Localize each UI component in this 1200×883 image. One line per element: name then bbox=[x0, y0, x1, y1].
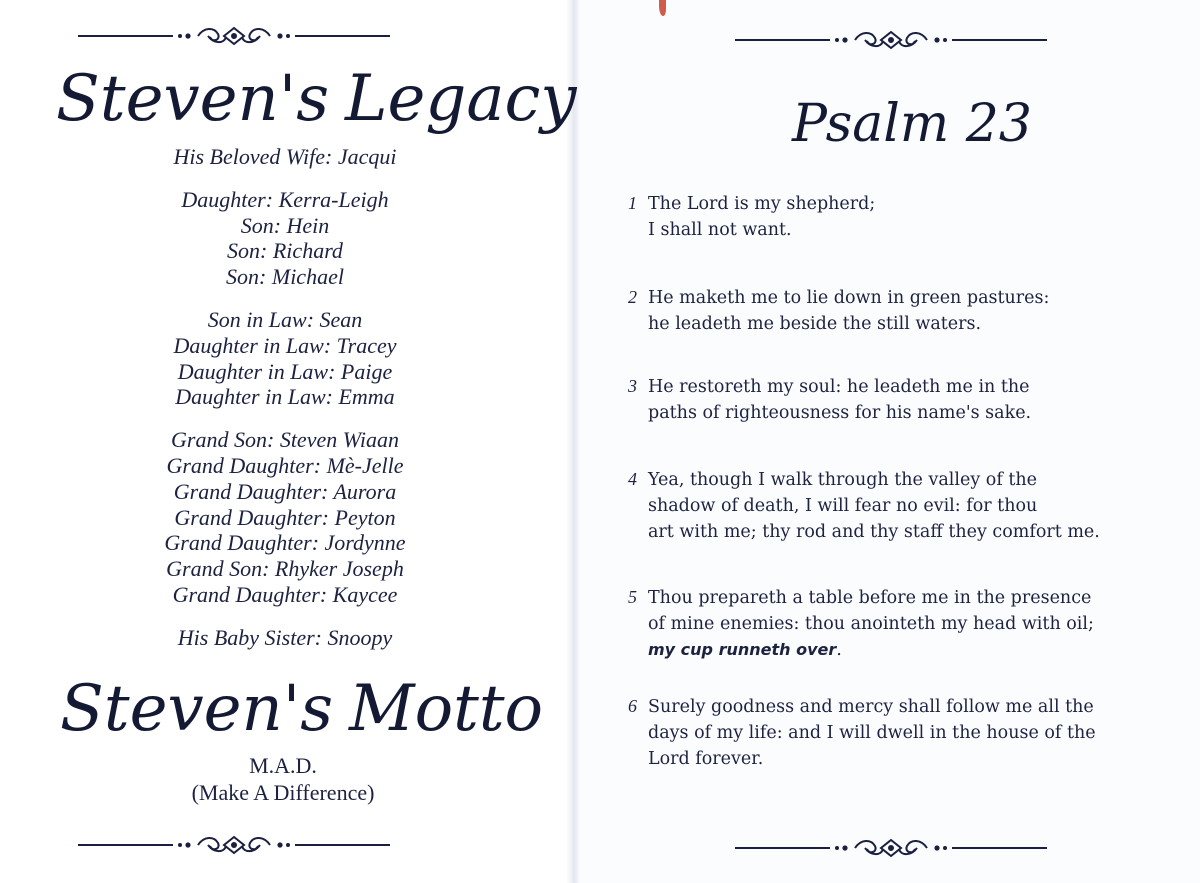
flourish-divider-icon bbox=[78, 833, 390, 857]
verse-emphasis: my cup runneth over bbox=[648, 640, 837, 659]
verse-line bbox=[628, 400, 1188, 426]
family-member: Son in Law: Sean bbox=[207, 306, 363, 332]
psalm-verse bbox=[628, 466, 1188, 545]
family-member: Grand Daughter: Kaycee bbox=[172, 581, 398, 607]
verse-number: 2 bbox=[628, 287, 637, 307]
legacy-title-first: Steven's bbox=[56, 62, 330, 136]
motto-meaning: (Make A Difference) bbox=[191, 780, 375, 805]
family-member: Grand Son: Rhyker Joseph bbox=[166, 556, 404, 582]
verse-line bbox=[628, 190, 1188, 217]
verse-text: Lord forever. bbox=[648, 749, 764, 769]
family-member: Grand Daughter: Mè-Jelle bbox=[166, 452, 404, 478]
verse-text: art with me; thy rod and thy staff they comfort me. bbox=[648, 522, 1100, 542]
verse-text: The Lord is my shepherd; bbox=[648, 194, 876, 214]
verse-line bbox=[628, 284, 1188, 311]
verse-text: Thou prepareth a table before me in the presence bbox=[648, 588, 1092, 608]
family-member: Son: Richard bbox=[227, 238, 343, 264]
motto-title bbox=[60, 672, 543, 746]
verse-line bbox=[628, 720, 1188, 746]
family-member: Grand Daughter: Jordynne bbox=[164, 530, 406, 556]
scan-mark bbox=[659, 0, 666, 16]
family-group bbox=[50, 427, 520, 608]
verse-text: He maketh me to lie down in green pastures: bbox=[648, 288, 1050, 308]
verse-text: he leadeth me beside the still waters. bbox=[648, 314, 982, 334]
flourish-divider-icon bbox=[78, 24, 390, 48]
verse-line bbox=[628, 693, 1188, 720]
verse-text: He restoreth my soul: he leadeth me in the bbox=[648, 377, 1030, 397]
psalm-verse bbox=[628, 190, 1188, 243]
motto-text bbox=[83, 752, 483, 806]
verse-number: 4 bbox=[628, 469, 637, 489]
verse-text: days of my life: and I will dwell in the house of the bbox=[648, 723, 1096, 743]
verse-text: shadow of death, I will fear no evil: for thou bbox=[648, 496, 1038, 516]
verse-emphasis-suffix: . bbox=[836, 640, 842, 660]
psalm-verse bbox=[628, 693, 1188, 772]
flourish-divider-icon bbox=[735, 28, 1047, 52]
legacy-title-second: Legacy bbox=[345, 62, 577, 136]
verse-number: 1 bbox=[628, 193, 637, 213]
legacy-title bbox=[56, 62, 577, 136]
verse-line bbox=[628, 493, 1188, 519]
verse-text: Surely goodness and mercy shall follow me all the bbox=[648, 697, 1094, 717]
family-member: Grand Daughter: Aurora bbox=[173, 478, 397, 504]
psalm-title: Psalm 23 bbox=[792, 94, 1032, 154]
verse-text: of mine enemies: thou anointeth my head with oil; bbox=[648, 614, 1094, 634]
family-member: Son: Hein bbox=[240, 212, 330, 238]
verse-text: Yea, though I walk through the valley of the bbox=[648, 470, 1038, 490]
family-group bbox=[50, 187, 520, 290]
family-member: Grand Daughter: Peyton bbox=[174, 504, 396, 530]
motto-title-second: Motto bbox=[349, 672, 544, 746]
verse-text: I shall not want. bbox=[648, 220, 792, 240]
verse-line bbox=[628, 637, 1188, 663]
family-member: His Baby Sister: Snoopy bbox=[177, 624, 393, 650]
verse-number: 3 bbox=[628, 376, 637, 396]
family-group bbox=[50, 307, 520, 410]
family-group bbox=[50, 144, 520, 170]
family-member: Son: Michael bbox=[226, 264, 344, 290]
family-member: Daughter: Kerra-Leigh bbox=[181, 186, 389, 212]
verse-number: 5 bbox=[628, 587, 637, 607]
verse-line bbox=[628, 311, 1188, 337]
family-member: Grand Son: Steven Wiaan bbox=[171, 427, 399, 453]
psalm-verse bbox=[628, 284, 1188, 337]
verse-line bbox=[628, 373, 1188, 400]
verse-line bbox=[628, 584, 1188, 611]
psalm-verse bbox=[628, 373, 1188, 426]
family-member: Daughter in Law: Paige bbox=[177, 358, 393, 384]
verse-line bbox=[628, 746, 1188, 772]
verse-line bbox=[628, 519, 1188, 545]
family-group bbox=[50, 625, 520, 651]
verse-text: paths of righteousness for his name's sake. bbox=[648, 403, 1032, 423]
family-member: Daughter in Law: Emma bbox=[175, 384, 395, 410]
motto-title-first: Steven's bbox=[60, 672, 334, 746]
verse-line bbox=[628, 611, 1188, 637]
psalm-verse bbox=[628, 584, 1188, 663]
family-member: His Beloved Wife: Jacqui bbox=[173, 144, 397, 169]
flourish-divider-icon bbox=[735, 836, 1047, 860]
family-list bbox=[50, 144, 520, 668]
verse-line bbox=[628, 466, 1188, 493]
verse-number: 6 bbox=[628, 696, 637, 716]
motto-acronym: M.A.D. bbox=[249, 753, 317, 778]
verse-line bbox=[628, 217, 1188, 243]
family-member: Daughter in Law: Tracey bbox=[173, 332, 397, 358]
